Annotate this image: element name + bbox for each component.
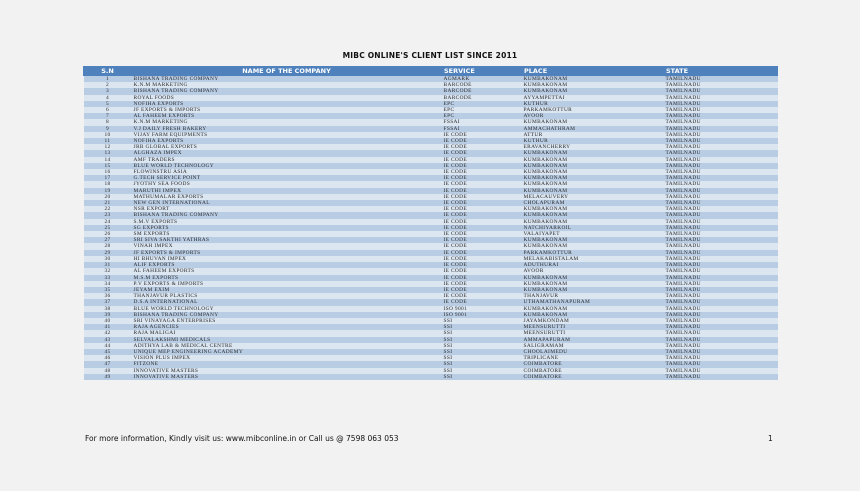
cell-company: V.J DAILY FRESH BAKERY bbox=[132, 126, 442, 132]
cell-company: SG EXPORTS bbox=[132, 225, 442, 231]
cell-service: IE CODE bbox=[442, 287, 522, 293]
cell-company: SM EXPORTS bbox=[132, 231, 442, 237]
cell-place: KUMBAKONAM bbox=[522, 219, 664, 225]
cell-service: IE CODE bbox=[442, 275, 522, 281]
cell-sn: 39 bbox=[84, 312, 132, 318]
cell-service: BARCODE bbox=[442, 82, 522, 88]
cell-service: IE CODE bbox=[442, 163, 522, 169]
cell-sn: 14 bbox=[84, 157, 132, 163]
cell-sn: 9 bbox=[84, 126, 132, 132]
cell-service: EPC bbox=[442, 101, 522, 107]
cell-state: TAMILNADU bbox=[664, 268, 778, 274]
cell-state: TAMILNADU bbox=[664, 101, 778, 107]
cell-place: MELACAUVERY bbox=[522, 194, 664, 200]
cell-place: MELAKABISTALAM bbox=[522, 256, 664, 262]
cell-company: K.N.M MARKETING bbox=[132, 82, 442, 88]
cell-service: SSI bbox=[442, 368, 522, 374]
cell-sn: 15 bbox=[84, 163, 132, 169]
cell-company: MATHUMALAR EXPORTS bbox=[132, 194, 442, 200]
cell-company: JF EXPORTS & IMPORTS bbox=[132, 250, 442, 256]
cell-place: KUTHUR bbox=[522, 138, 664, 144]
cell-place: KUMBAKONAM bbox=[522, 281, 664, 287]
cell-service: IE CODE bbox=[442, 206, 522, 212]
cell-company: JEYAM EXIM bbox=[132, 287, 442, 293]
cell-state: TAMILNADU bbox=[664, 225, 778, 231]
cell-place: CHOOLAIMEDU bbox=[522, 349, 664, 355]
cell-place: AMMAPAPURAM bbox=[522, 337, 664, 343]
cell-place: AMMACHATHRAM bbox=[522, 126, 664, 132]
cell-sn: 18 bbox=[84, 181, 132, 187]
cell-state: TAMILNADU bbox=[664, 231, 778, 237]
cell-company: BLUE WORLD TECHNOLOGY bbox=[132, 163, 442, 169]
cell-service: SSI bbox=[442, 343, 522, 349]
cell-service: IE CODE bbox=[442, 268, 522, 274]
cell-service: EPC bbox=[442, 113, 522, 119]
cell-place: AYYAMPETTAI bbox=[522, 95, 664, 101]
cell-sn: 24 bbox=[84, 219, 132, 225]
cell-state: TAMILNADU bbox=[664, 113, 778, 119]
cell-state: TAMILNADU bbox=[664, 237, 778, 243]
table-body bbox=[84, 76, 778, 380]
cell-state: TAMILNADU bbox=[664, 138, 778, 144]
cell-service: SSI bbox=[442, 330, 522, 336]
cell-company: ADITHYA LAB & MEDICAL CENTRE bbox=[132, 343, 442, 349]
cell-place: TRIPLICANE bbox=[522, 355, 664, 361]
cell-company: INNOVATIVE MASTERS bbox=[132, 374, 442, 380]
cell-company: JYOTHY SEA FOODS bbox=[132, 181, 442, 187]
cell-sn: 27 bbox=[84, 237, 132, 243]
cell-company: AL FAHEEM EXPORTS bbox=[132, 113, 442, 119]
cell-sn: 4 bbox=[84, 95, 132, 101]
cell-state: TAMILNADU bbox=[664, 132, 778, 138]
cell-state: TAMILNADU bbox=[664, 150, 778, 156]
cell-company: FLOWINSTRU ASIA bbox=[132, 169, 442, 175]
cell-state: TAMILNADU bbox=[664, 181, 778, 187]
cell-state: TAMILNADU bbox=[664, 262, 778, 268]
cell-state: TAMILNADU bbox=[664, 287, 778, 293]
cell-place: KUTHUR bbox=[522, 101, 664, 107]
cell-place: ATTUR bbox=[522, 132, 664, 138]
cell-service: IE CODE bbox=[442, 250, 522, 256]
cell-company: P.V EXPORTS & IMPORTS bbox=[132, 281, 442, 287]
cell-place: KUMBAKONAM bbox=[522, 287, 664, 293]
cell-service: IE CODE bbox=[442, 175, 522, 181]
cell-place: KUMBAKONAM bbox=[522, 76, 664, 83]
cell-service: IE CODE bbox=[442, 157, 522, 163]
cell-state: TAMILNADU bbox=[664, 163, 778, 169]
cell-state: TAMILNADU bbox=[664, 144, 778, 150]
cell-company: ALGHAZA IMPEX bbox=[132, 150, 442, 156]
cell-state: TAMILNADU bbox=[664, 343, 778, 349]
cell-place: KUMBAKONAM bbox=[522, 175, 664, 181]
cell-place: ERAVANCHERRY bbox=[522, 144, 664, 150]
cell-sn: 21 bbox=[84, 200, 132, 206]
cell-place: KUMBAKONAM bbox=[522, 88, 664, 94]
cell-sn: 38 bbox=[84, 306, 132, 312]
cell-place: KUMBAKONAM bbox=[522, 312, 664, 318]
cell-place: PARKAMKOTTUR bbox=[522, 250, 664, 256]
cell-company: JF EXPORTS & IMPORTS bbox=[132, 107, 442, 113]
cell-sn: 35 bbox=[84, 287, 132, 293]
cell-state: TAMILNADU bbox=[664, 82, 778, 88]
cell-sn: 28 bbox=[84, 243, 132, 249]
cell-state: TAMILNADU bbox=[664, 281, 778, 287]
cell-service: IE CODE bbox=[442, 138, 522, 144]
cell-company: RAJA MALIGAI bbox=[132, 330, 442, 336]
cell-place: COIMBATORE bbox=[522, 361, 664, 367]
cell-service: FSSAI bbox=[442, 126, 522, 132]
cell-company: NEW GEN INTERNATIONAL bbox=[132, 200, 442, 206]
cell-service: IE CODE bbox=[442, 225, 522, 231]
cell-place: KUMBAKONAM bbox=[522, 82, 664, 88]
cell-service: IE CODE bbox=[442, 219, 522, 225]
cell-company: JRB GLOBAL EXPORTS bbox=[132, 144, 442, 150]
cell-place: THANJAVUR bbox=[522, 293, 664, 299]
cell-state: TAMILNADU bbox=[664, 349, 778, 355]
cell-company: SELVALAKSHMI MEDICALS bbox=[132, 337, 442, 343]
cell-state: TAMILNADU bbox=[664, 275, 778, 281]
table-row bbox=[84, 374, 778, 380]
cell-sn: 8 bbox=[84, 119, 132, 125]
cell-state: TAMILNADU bbox=[664, 330, 778, 336]
cell-company: AMF TRADERS bbox=[132, 157, 442, 163]
cell-company: BLUE WORLD TECHNOLOGY bbox=[132, 306, 442, 312]
cell-sn: 16 bbox=[84, 169, 132, 175]
cell-sn: 2 bbox=[84, 82, 132, 88]
cell-company: THANJAVUR PLASTICS bbox=[132, 293, 442, 299]
cell-service: IE CODE bbox=[442, 194, 522, 200]
cell-company: INNOVATIVE MASTERS bbox=[132, 368, 442, 374]
cell-state: TAMILNADU bbox=[664, 119, 778, 125]
cell-company: ROYAL FOODS bbox=[132, 95, 442, 101]
cell-service: SSI bbox=[442, 374, 522, 380]
cell-company: SRI SIVA SAKTHI YATHRAS bbox=[132, 237, 442, 243]
cell-sn: 25 bbox=[84, 225, 132, 231]
cell-service: ISO 9001 bbox=[442, 312, 522, 318]
cell-state: TAMILNADU bbox=[664, 169, 778, 175]
cell-company: NSR EXPORT bbox=[132, 206, 442, 212]
cell-sn: 37 bbox=[84, 299, 132, 305]
cell-state: TAMILNADU bbox=[664, 374, 778, 380]
cell-place: MEENSURUTTI bbox=[522, 330, 664, 336]
cell-state: TAMILNADU bbox=[664, 212, 778, 218]
cell-place: KUMBAKONAM bbox=[522, 169, 664, 175]
cell-company: VIJAY FARM EQUIPMENTS bbox=[132, 132, 442, 138]
cell-service: BARCODE bbox=[442, 88, 522, 94]
cell-sn: 31 bbox=[84, 262, 132, 268]
cell-place: KUMBAKONAM bbox=[522, 157, 664, 163]
cell-sn: 30 bbox=[84, 256, 132, 262]
cell-company: HI BHUVAN IMPEX bbox=[132, 256, 442, 262]
cell-company: BISHANA TRADING COMPANY bbox=[132, 76, 442, 83]
cell-service: AGMARK bbox=[442, 76, 522, 83]
cell-place: SALIGRAMAM bbox=[522, 343, 664, 349]
cell-service: IE CODE bbox=[442, 150, 522, 156]
cell-service: IE CODE bbox=[442, 132, 522, 138]
cell-sn: 7 bbox=[84, 113, 132, 119]
cell-place: KUMBAKONAM bbox=[522, 150, 664, 156]
cell-service: IE CODE bbox=[442, 299, 522, 305]
cell-place: AVOOR bbox=[522, 268, 664, 274]
cell-state: TAMILNADU bbox=[664, 126, 778, 132]
column-header-place: PLACE bbox=[522, 67, 664, 76]
cell-company: BISHANA TRADING COMPANY bbox=[132, 312, 442, 318]
cell-state: TAMILNADU bbox=[664, 312, 778, 318]
column-header-service: SERVICE bbox=[442, 67, 522, 76]
cell-sn: 40 bbox=[84, 318, 132, 324]
cell-place: PARKAMKOTTUR bbox=[522, 107, 664, 113]
cell-service: SSI bbox=[442, 355, 522, 361]
cell-sn: 12 bbox=[84, 144, 132, 150]
cell-sn: 32 bbox=[84, 268, 132, 274]
cell-service: IE CODE bbox=[442, 181, 522, 187]
cell-company: S.M.V EXPORTS bbox=[132, 219, 442, 225]
page-title: MIBC ONLINE'S CLIENT LIST SINCE 2011 bbox=[342, 51, 518, 60]
cell-company: BISHANA TRADING COMPANY bbox=[132, 212, 442, 218]
cell-sn: 43 bbox=[84, 337, 132, 343]
cell-state: TAMILNADU bbox=[664, 188, 778, 194]
cell-service: IE CODE bbox=[442, 169, 522, 175]
cell-place: KUMBAKONAM bbox=[522, 163, 664, 169]
cell-company: UNIQUE MEP ENGINEERING ACADEMY bbox=[132, 349, 442, 355]
cell-service: SSI bbox=[442, 349, 522, 355]
cell-service: IE CODE bbox=[442, 188, 522, 194]
cell-company: MARUTHI IMPEX bbox=[132, 188, 442, 194]
cell-place: KUMBAKONAM bbox=[522, 237, 664, 243]
cell-service: IE CODE bbox=[442, 262, 522, 268]
cell-state: TAMILNADU bbox=[664, 256, 778, 262]
cell-company: AL FAHEEM EXPORTS bbox=[132, 268, 442, 274]
cell-state: TAMILNADU bbox=[664, 355, 778, 361]
cell-service: SSI bbox=[442, 337, 522, 343]
cell-place: KUMBAKONAM bbox=[522, 275, 664, 281]
table-header-row bbox=[84, 67, 778, 76]
cell-place: KUMBAKONAM bbox=[522, 243, 664, 249]
table-row bbox=[84, 76, 778, 83]
cell-company: D.S.A INTERNATIONAL bbox=[132, 299, 442, 305]
cell-service: SSI bbox=[442, 361, 522, 367]
column-header-sn: S.N bbox=[84, 67, 132, 76]
column-header-company: NAME OF THE COMPANY bbox=[132, 67, 442, 76]
cell-state: TAMILNADU bbox=[664, 324, 778, 330]
cell-place: KUMBAKONAM bbox=[522, 306, 664, 312]
cell-sn: 11 bbox=[84, 138, 132, 144]
cell-company: BISHANA TRADING COMPANY bbox=[132, 88, 442, 94]
cell-place: UTHAMATHANAPURAM bbox=[522, 299, 664, 305]
cell-sn: 34 bbox=[84, 281, 132, 287]
cell-place: KUMBAKONAM bbox=[522, 119, 664, 125]
cell-company: NOFIHA EXPORTS bbox=[132, 138, 442, 144]
cell-sn: 3 bbox=[84, 88, 132, 94]
cell-service: IE CODE bbox=[442, 144, 522, 150]
cell-company: SRI VINAYAGA ENTERPRISES bbox=[132, 318, 442, 324]
cell-sn: 13 bbox=[84, 150, 132, 156]
cell-place: KUMBAKONAM bbox=[522, 212, 664, 218]
cell-sn: 22 bbox=[84, 206, 132, 212]
cell-company: VINAH IMPEX bbox=[132, 243, 442, 249]
cell-place: MEENSURUTTI bbox=[522, 324, 664, 330]
cell-place: COIMBATORE bbox=[522, 374, 664, 380]
cell-place: ADUTHURAI bbox=[522, 262, 664, 268]
cell-sn: 42 bbox=[84, 330, 132, 336]
cell-sn: 17 bbox=[84, 175, 132, 181]
cell-state: TAMILNADU bbox=[664, 299, 778, 305]
cell-state: TAMILNADU bbox=[664, 194, 778, 200]
cell-service: IE CODE bbox=[442, 281, 522, 287]
cell-sn: 29 bbox=[84, 250, 132, 256]
cell-sn: 26 bbox=[84, 231, 132, 237]
cell-service: BARCODE bbox=[442, 95, 522, 101]
cell-place: KUMBAKONAM bbox=[522, 206, 664, 212]
cell-place: CHOLAPURAM bbox=[522, 200, 664, 206]
cell-state: TAMILNADU bbox=[664, 306, 778, 312]
cell-state: TAMILNADU bbox=[664, 219, 778, 225]
cell-state: TAMILNADU bbox=[664, 88, 778, 94]
footer-contact-text: For more information, Kindly visit us: www.mibconline.in or Call us @ 7598 063 053 bbox=[85, 434, 399, 443]
cell-sn: 6 bbox=[84, 107, 132, 113]
cell-company: G.TECH SERVICE POINT bbox=[132, 175, 442, 181]
cell-state: TAMILNADU bbox=[664, 76, 778, 83]
cell-company: RAJA AGENCIES bbox=[132, 324, 442, 330]
cell-state: TAMILNADU bbox=[664, 200, 778, 206]
cell-company: FITZONE bbox=[132, 361, 442, 367]
cell-sn: 1 bbox=[84, 76, 132, 83]
cell-state: TAMILNADU bbox=[664, 368, 778, 374]
cell-service: IE CODE bbox=[442, 212, 522, 218]
cell-place: KUMBAKONAM bbox=[522, 181, 664, 187]
cell-place: VALAIYAPET bbox=[522, 231, 664, 237]
client-list-table bbox=[83, 66, 778, 380]
cell-place: JAYAMKONDAM bbox=[522, 318, 664, 324]
cell-company: NOFIHA EXPORTS bbox=[132, 101, 442, 107]
cell-service: FSSAI bbox=[442, 119, 522, 125]
column-header-state: STATE bbox=[664, 67, 778, 76]
cell-service: IE CODE bbox=[442, 256, 522, 262]
cell-state: TAMILNADU bbox=[664, 243, 778, 249]
cell-sn: 45 bbox=[84, 349, 132, 355]
cell-service: IE CODE bbox=[442, 237, 522, 243]
cell-service: IE CODE bbox=[442, 200, 522, 206]
cell-sn: 20 bbox=[84, 194, 132, 200]
cell-place: KUMBAKONAM bbox=[522, 188, 664, 194]
cell-sn: 19 bbox=[84, 188, 132, 194]
cell-company: VISION PLUS IMPEX bbox=[132, 355, 442, 361]
cell-sn: 49 bbox=[84, 374, 132, 380]
cell-company: ALIF EXPORTS bbox=[132, 262, 442, 268]
cell-state: TAMILNADU bbox=[664, 361, 778, 367]
cell-state: TAMILNADU bbox=[664, 95, 778, 101]
cell-sn: 44 bbox=[84, 343, 132, 349]
cell-service: ISO 9001 bbox=[442, 306, 522, 312]
cell-state: TAMILNADU bbox=[664, 107, 778, 113]
cell-service: IE CODE bbox=[442, 293, 522, 299]
cell-state: TAMILNADU bbox=[664, 337, 778, 343]
cell-place: AVOOR bbox=[522, 113, 664, 119]
page-number: 1 bbox=[768, 434, 773, 443]
cell-service: SSI bbox=[442, 318, 522, 324]
cell-place: COIMBATORE bbox=[522, 368, 664, 374]
cell-service: SSI bbox=[442, 324, 522, 330]
cell-sn: 36 bbox=[84, 293, 132, 299]
cell-state: TAMILNADU bbox=[664, 250, 778, 256]
cell-service: IE CODE bbox=[442, 243, 522, 249]
cell-sn: 10 bbox=[84, 132, 132, 138]
cell-sn: 46 bbox=[84, 355, 132, 361]
cell-company: M.S.M EXPORTS bbox=[132, 275, 442, 281]
cell-sn: 41 bbox=[84, 324, 132, 330]
cell-state: TAMILNADU bbox=[664, 175, 778, 181]
cell-service: IE CODE bbox=[442, 231, 522, 237]
cell-state: TAMILNADU bbox=[664, 318, 778, 324]
cell-sn: 48 bbox=[84, 368, 132, 374]
cell-service: EPC bbox=[442, 107, 522, 113]
cell-place: NATCHIYARKOIL bbox=[522, 225, 664, 231]
cell-sn: 23 bbox=[84, 212, 132, 218]
cell-sn: 5 bbox=[84, 101, 132, 107]
cell-company: K.N.M MARKETING bbox=[132, 119, 442, 125]
cell-sn: 47 bbox=[84, 361, 132, 367]
cell-sn: 33 bbox=[84, 275, 132, 281]
cell-state: TAMILNADU bbox=[664, 157, 778, 163]
cell-state: TAMILNADU bbox=[664, 206, 778, 212]
cell-state: TAMILNADU bbox=[664, 293, 778, 299]
